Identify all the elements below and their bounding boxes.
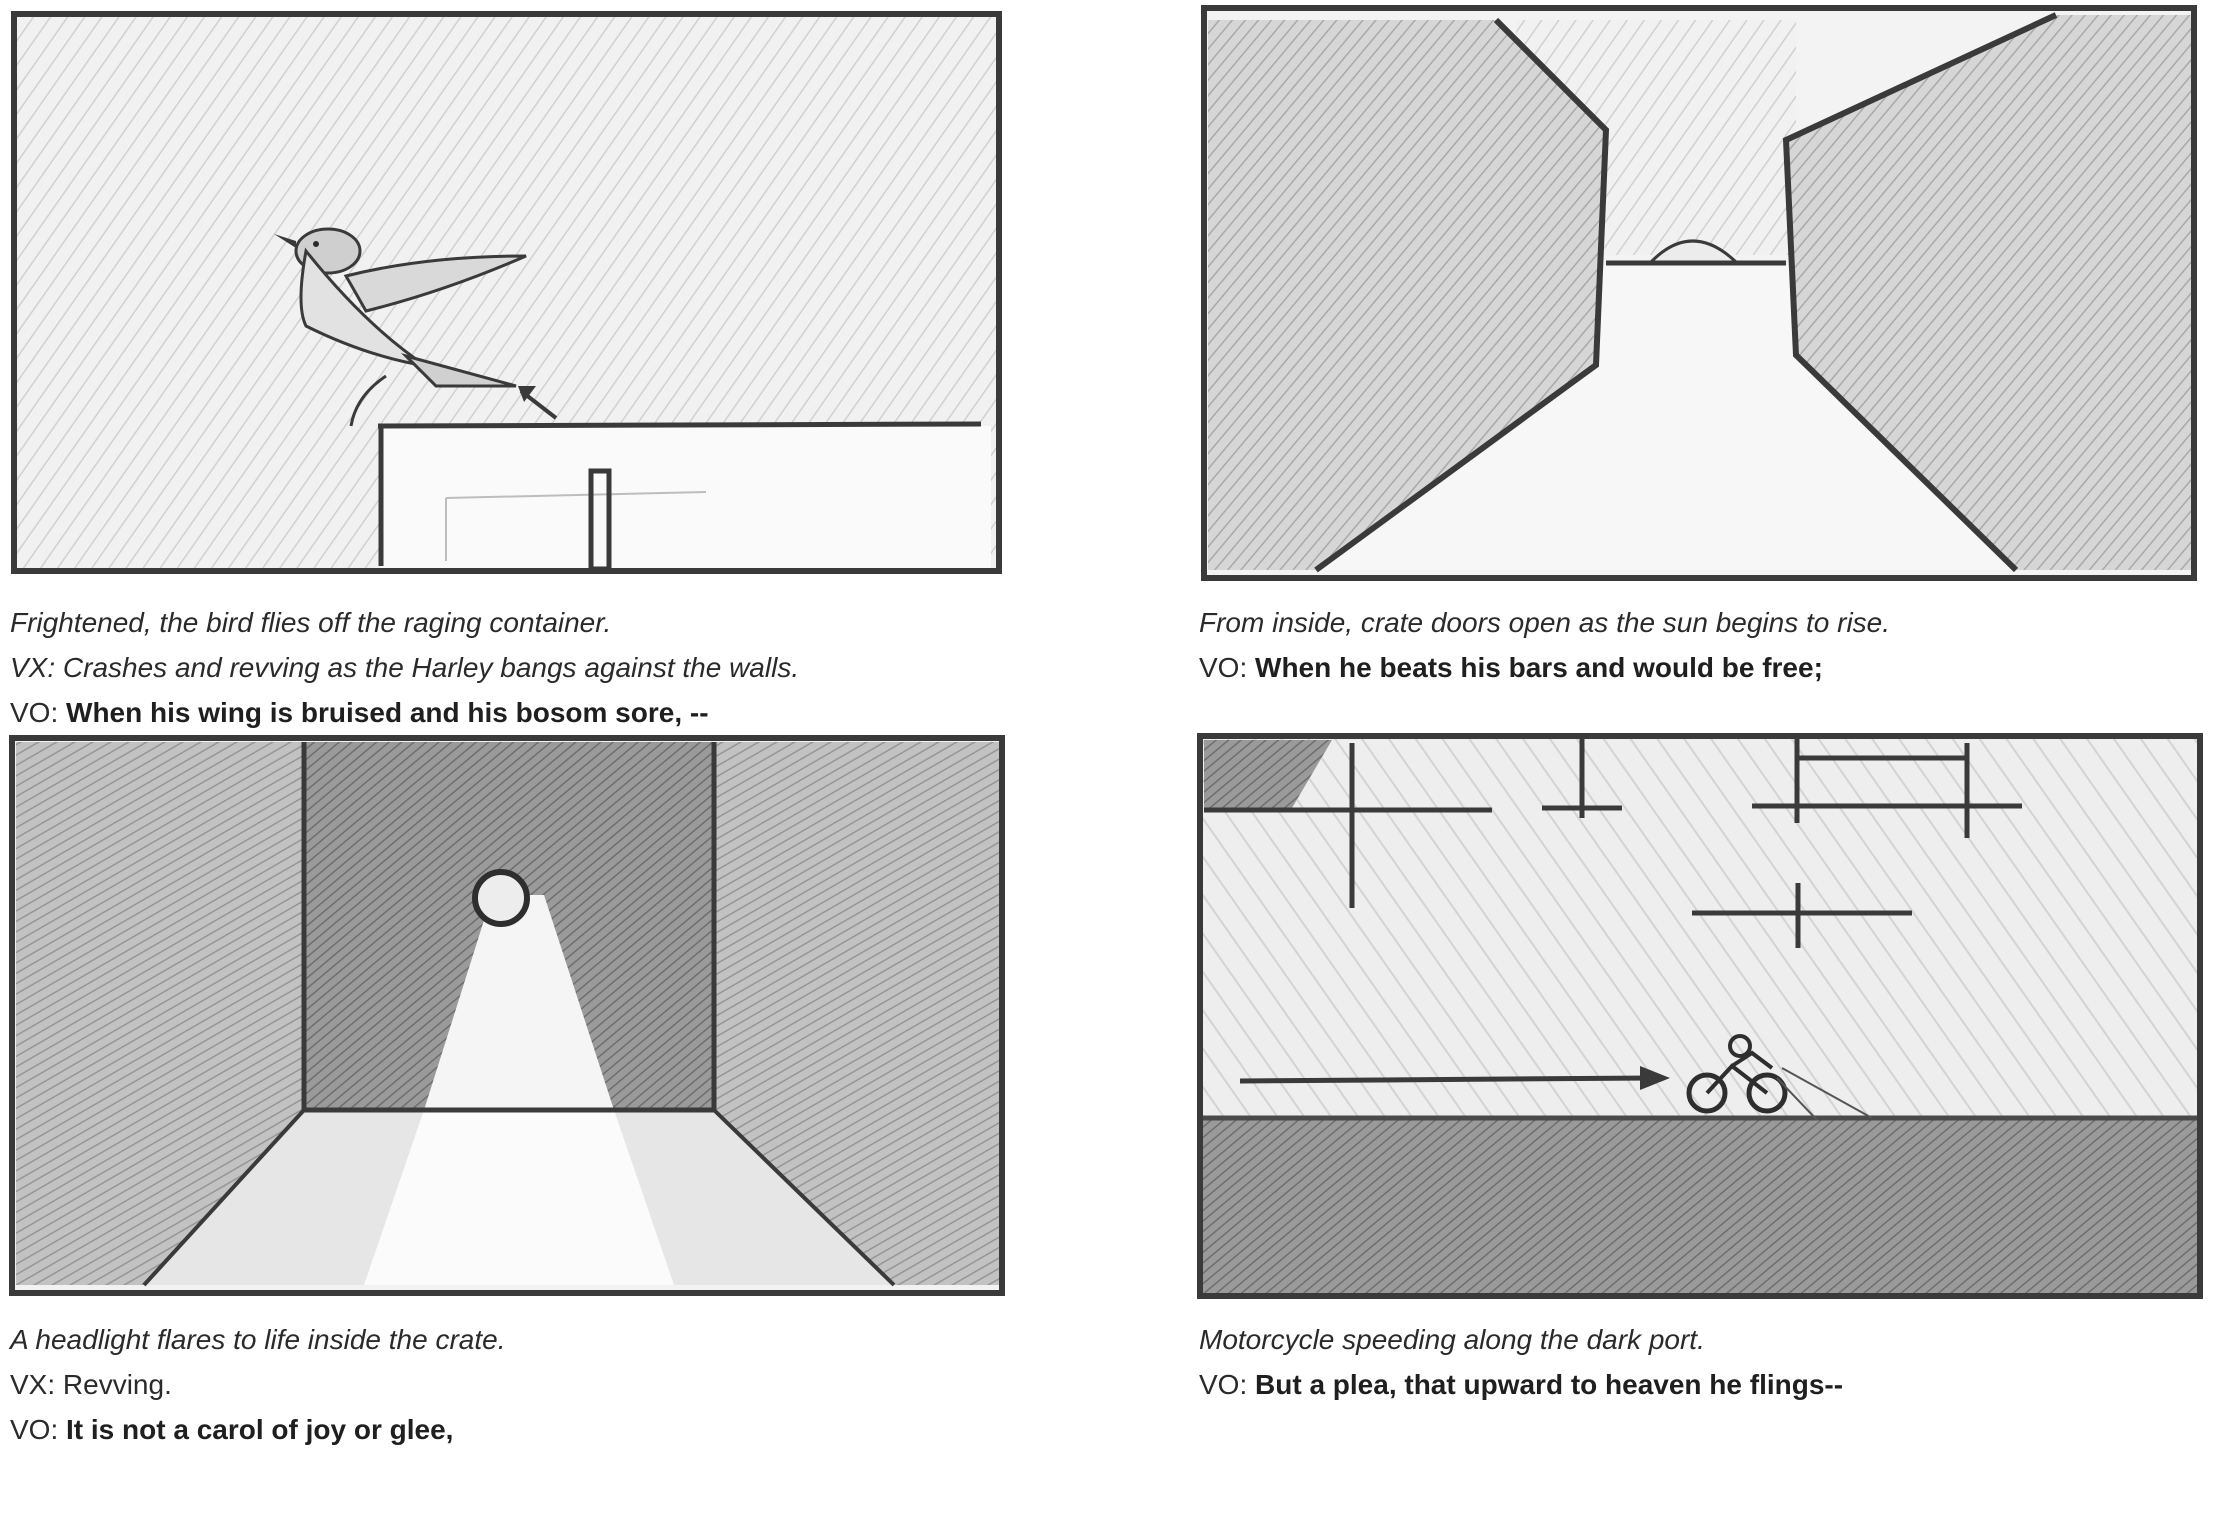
panel-2-vo-line	[1199, 645, 1890, 690]
headlight-icon	[475, 872, 527, 924]
panel-3-vx: Revving.	[62, 1369, 172, 1400]
panel-1-caption	[10, 600, 799, 735]
storyboard-panel-2	[1196, 0, 2206, 590]
storyboard-panel-1	[6, 6, 1006, 576]
panel-1-description: Frightened, the bird flies off the raging container.	[10, 607, 612, 638]
panel-3-vo: It is not a carol of joy or glee,	[66, 1414, 454, 1445]
panel-2-description: From inside, crate doors open as the sun begins to rise.	[1199, 607, 1891, 638]
vo-label: VO:	[1199, 1369, 1248, 1400]
sketch-headlight-crate	[4, 730, 1014, 1300]
vo-label: VO:	[10, 1414, 59, 1445]
panel-4-description: Motorcycle speeding along the dark port.	[1199, 1324, 1705, 1355]
storyboard-panel-4	[1192, 728, 2210, 1303]
sketch-motorcycle-port	[1192, 728, 2210, 1303]
vo-label: VO:	[1199, 652, 1248, 683]
panel-1-vx-line	[10, 645, 799, 690]
storyboard-panel-3	[4, 730, 1014, 1300]
panel-2-caption	[1199, 600, 1890, 690]
vo-label: VO:	[10, 697, 59, 728]
panel-1-vo: When his wing is bruised and his bosom sore, --	[66, 697, 709, 728]
sketch-crate-doors	[1196, 0, 2206, 590]
panel-3-description: A headlight flares to life inside the crate.	[10, 1324, 506, 1355]
sketch-bird-container	[6, 6, 1006, 576]
panel-4-vo-line	[1199, 1362, 1843, 1407]
panel-3-caption	[10, 1317, 505, 1452]
panel-3-vx-line	[10, 1362, 505, 1407]
panel-4-vo: But a plea, that upward to heaven he flings--	[1255, 1369, 1844, 1400]
panel-4-caption	[1199, 1317, 1843, 1407]
vx-label: VX:	[10, 652, 56, 683]
panel-1-vx: Crashes and revving as the Harley bangs against the walls.	[62, 652, 800, 683]
panel-2-vo: When he beats his bars and would be free;	[1255, 652, 1823, 683]
panel-1-vo-line	[10, 690, 799, 735]
vx-label: VX:	[10, 1369, 56, 1400]
panel-3-vo-line	[10, 1407, 505, 1452]
